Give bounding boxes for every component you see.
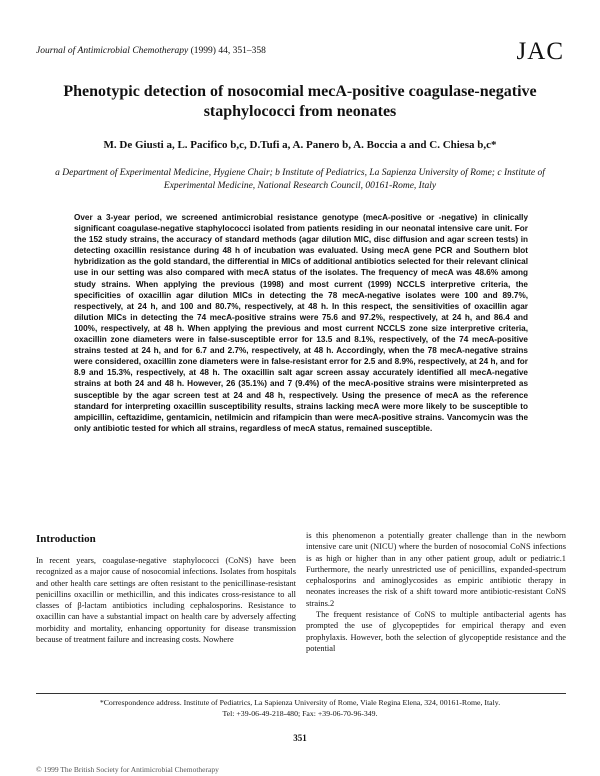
body-column-right	[306, 530, 566, 654]
introduction-paragraph: The frequent resistance of CoNS to multiple antibacterial agents has prompted the use of glycopeptides for empirical therapy and even prophylaxis. However, both the selection of glycopeptide resistance and the potential	[306, 610, 566, 653]
correspondence-footnote	[40, 697, 560, 719]
article-title: Phenotypic detection of nosocomial mecA-positive coagulase-negative staphylococci from neonates	[63, 83, 537, 120]
affiliations: a Department of Experimental Medicine, Hygiene Chair; b Institute of Pediatrics, La Sapienza University of Rome; c Institute of Experimental Medicine, National Research Council, 00161-Rome, Italy	[55, 168, 545, 191]
journal-citation	[36, 46, 266, 56]
correspondence-address: *Correspondence address. Institute of Pediatrics, La Sapienza University of Rome, Viale Regina Elena, 324, 00161-Rome, Italy.	[99, 698, 501, 707]
body-column-left	[36, 533, 296, 645]
abstract: Over a 3-year period, we screened antimicrobial resistance genotype (mecA-positive or -negative) in clinically significant coagulase-negative staphylococci isolated from patients residing in our neonatal intensive care unit. For the 152 study strains, the accuracy of standard methods (agar dilution MIC, disc diffusion and agar screen tests) in detecting oxacillin resistance during 48 h of incubation was evaluated. Using mecA gene PCR and Southern blot hybridization as the gold standard, the differential in MICs of additional antibiotics selected for their relevant clinical use in our setting was also compared with mecA status of the isolates. The frequency of mecA was 48.6% among study strains. When applying the previous (1998) and most current (1999) NCCLS interpretive criteria, the specificities of oxacillin agar dilution MICs in detecting the 78 mecA-negative isolates were 100 and 89.7%, respectively, at 24 h, and 100 and 80.7%, respectively, at 48 h. In this respect, the sensitivities of oxacillin agar dilution MICs in detecting the 74 mecA-positive strains were 75.6 and 97.2%, respectively, at 24 h, and 86.4 and 100%, respectively, at 48 h. When applying the previous and most current NCCLS zone size interpretive criteria, oxacillin zone diameters were in false-susceptible error for 13.5 and 8.1%, respectively, of the 74 mecA-positive strains tested at 24 h, and for 6.7 and 2.7%, respectively, at 48 h. Accordingly, when the 78 mecA-negative strains were considered, oxacillin zone diameters were in false-resistant error for 2.5 and 8.9%, respectively, at 24 h, and for 8.9 and 15.3%, respectively, at 48 h. The oxacillin salt agar screen assay accurately identified all mecA-negative strains at both 24 and 48 h. However, 26 (35.1%) and 7 (9.4%) of the mecA-positive strains were misinterpreted as susceptible by the agar screen test at 24 and 48 h, respectively. Using the presence of mecA as the reference standard for interpreting oxacillin susceptibility results, strains lacking mecA were more likely to be susceptible to ampicillin, ceftazidime, gentamicin, netilmicin and rifampicin than were mecA-positive strains. Vancomycin was the only antibiotic tested for which all strains, regardless of mecA status, remained susceptible.	[74, 213, 528, 433]
author-list: M. De Giusti a, L. Pacifico b,c, D.Tufi a, A. Panero b, A. Boccia a and C. Chiesa b,c*	[103, 139, 497, 151]
journal-volume-pages: (1999) 44, 351–358	[188, 46, 266, 56]
copyright-notice: © 1999 The British Society for Antimicrobial Chemotherapy	[36, 765, 219, 774]
footnote-divider	[36, 693, 566, 694]
page-number: 351	[293, 733, 307, 743]
section-heading-introduction: Introduction	[36, 533, 96, 545]
journal-name: Journal of Antimicrobial Chemotherapy	[36, 46, 189, 56]
correspondence-contact: Tel: +39-06-49-218-480; Fax: +39-06-70-96-349.	[222, 709, 378, 718]
introduction-paragraph: In recent years, coagulase-negative staphylococci (CoNS) have been recognized as a major cause of nosocomial infections. Isolates from hospitals and other health care settings are often resistant to the penicillinase-resistant penicillins oxacillin or methicillin, and this indicates cross-resistance to all classes of β-lactam antibiotics including cephalosporins. Resistance to oxacillin can have a substantial impact on health care by adversely affecting morbidity and mortality, enhancing opportunity for disease transmission because of treatment failure and increasing costs. Nowhere	[36, 556, 296, 645]
journal-logo: JAC	[516, 38, 564, 65]
introduction-paragraph-continued: is this phenomenon a potentially greater challenge than in the newborn intensive care unit (NICU) where the burden of nosocomial CoNS infections is as high or higher than in any other patient group, adult or pediatric.1 Furthermore, the nearly unrestricted use of penicillins, expanded-spectrum cephalosporins and aminoglycosides as empiric antibiotic therapy in neonates increases the risk of a shift toward more antibiotic-resistant CoNS strains.2	[306, 531, 566, 608]
